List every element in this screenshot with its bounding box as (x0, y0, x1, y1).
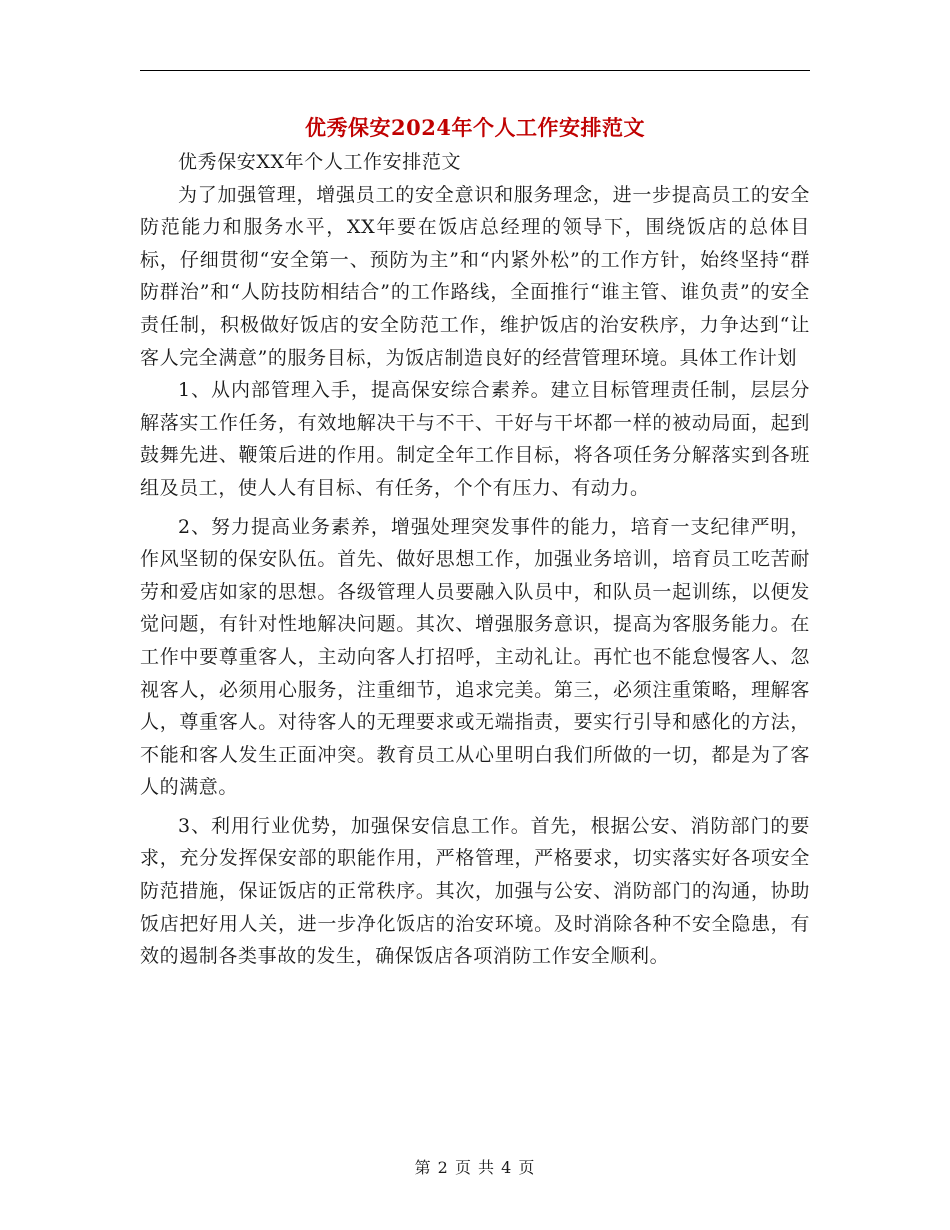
header-rule (140, 70, 810, 71)
paragraph-2: 2、努力提高业务素养，增强处理突发事件的能力，培育一支纪律严明，作风坚韧的保安队伍。首先、做好思想工作，加强业务培训，培育员工吃苦耐劳和爱店如家的思想。各级管理人员要融入队员中，和队员一起训练，以便发觉问题，有针对性地解决问题。其次、增强服务意识，提高为客服务能力。在工作中要尊重客人，主动向客人打招呼，主动礼让。再忙也不能怠慢客人、忽视客人，必须用心服务，注重细节，追求完美。第三，必须注重策略，理解客人，尊重客人。对待客人的无理要求或无端指责，要实行引导和感化的方法，不能和客人发生正面冲突。教育员工从心里明白我们所做的一切，都是为了客人的满意。 (140, 515, 810, 799)
subtitle-line: 优秀保安XX年个人工作安排范文 (178, 151, 462, 173)
page-number-footer: 第 2 页 共 4 页 (414, 1158, 536, 1177)
intro-paragraph: 为了加强管理，增强员工的安全意识和服务理念，进一步提高员工的安全防范能力和服务水平，XX年要在饭店总经理的领导下，围绕饭店的总体目标，仔细贯彻“安全第一、预防为主”和“内紧外松”的工作方针，始终坚持“群防群治”和“人防技防相结合”的工作路线，全面推行“谁主管、谁负责”的安全责任制，积极做好饭店的安全防范工作，维护饭店的治安秩序，力争达到“让客人完全满意”的服务目标，为饭店制造良好的经营管理环境。具体工作计划 (140, 183, 810, 369)
document-title: 优秀保安2024年个人工作安排范文 (305, 115, 645, 140)
document-body (140, 146, 810, 973)
paragraph-3: 3、利用行业优势，加强保安信息工作。首先，根据公安、消防部门的要求，充分发挥保安部的职能作用，严格管理，严格要求，切实落实好各项安全防范措施，保证饭店的正常秩序。其次，加强与公安、消防部门的沟通，协助饭店把好用人关，进一步净化饭店的治安环境。及时消除各种不安全隐患，有效的遏制各类事故的发生，确保饭店各项消防工作安全顺利。 (140, 814, 810, 968)
paragraph-1: 1、从内部管理入手，提高保安综合素养。建立目标管理责任制，层层分解落实工作任务，有效地解决干与不干、干好与干坏都一样的被动局面，起到鼓舞先进、鞭策后进的作用。制定全年工作目标，将各项任务分解落实到各班组及员工，使人人有目标、有任务，个个有压力、有动力。 (140, 379, 810, 499)
